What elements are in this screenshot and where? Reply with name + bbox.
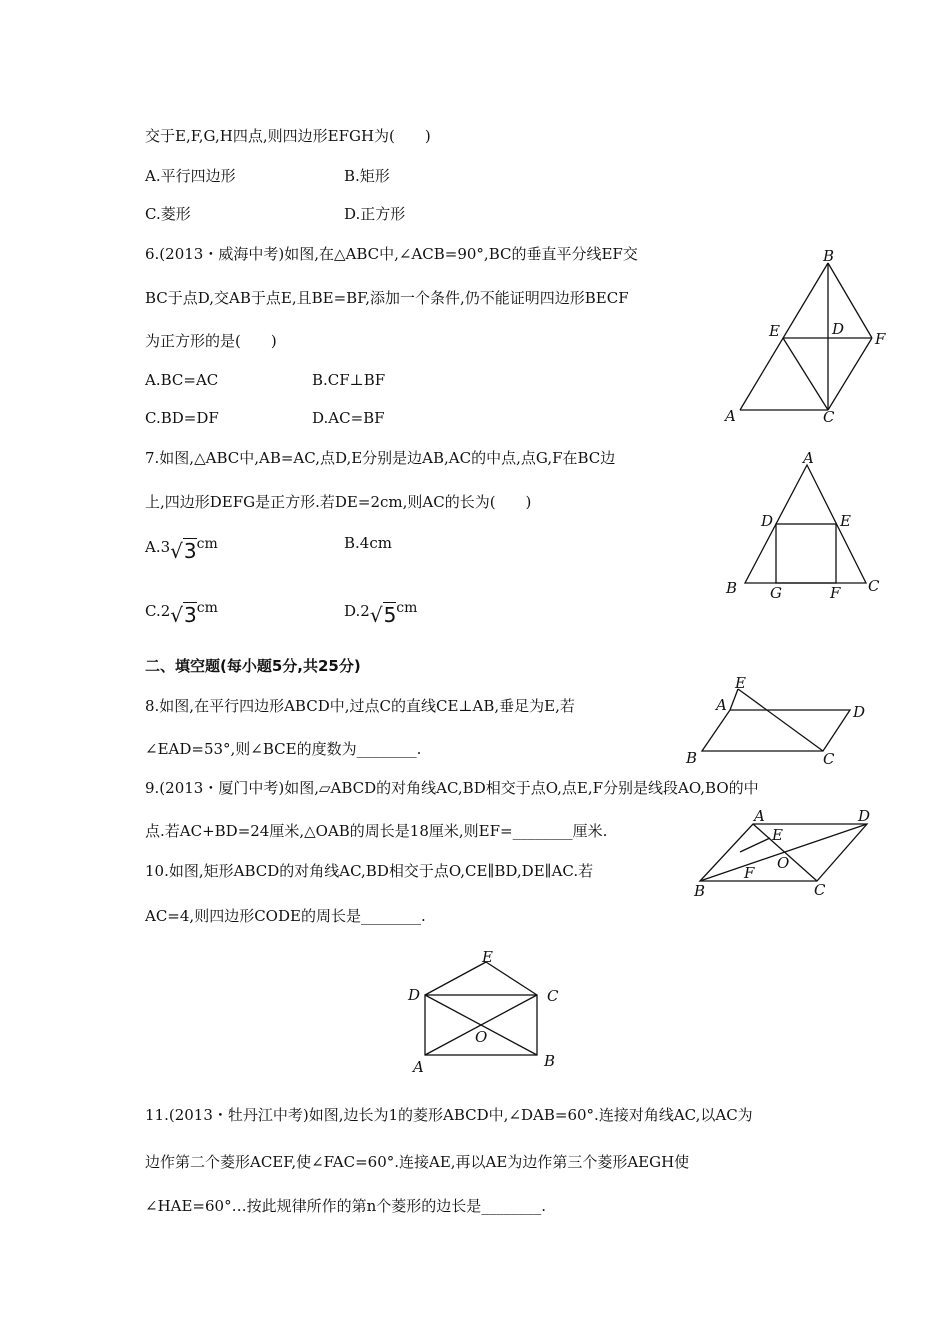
option-prefix: A.3 — [145, 538, 171, 556]
label-e: E — [840, 512, 851, 530]
q6-figure — [720, 245, 900, 430]
label-c: C — [823, 750, 835, 768]
label-a: A — [716, 696, 727, 714]
label-b: B — [823, 247, 835, 265]
q6-line-2: BC于点D,交AB于点E,且BE=BF,添加一个条件,仍不能证明四边形BECF — [145, 289, 629, 307]
q6-option-a: A.BC=AC — [145, 371, 219, 389]
option-prefix: C.2 — [145, 602, 171, 620]
q9-line-1: 9.(2013・厦门中考)如图,▱ABCD的对角线AC,BD相交于点O,点E,F分别是线段AO,BO的中 — [145, 779, 759, 797]
unit: cm — [196, 536, 218, 552]
q5-option-b: B.矩形 — [344, 167, 390, 185]
label-b: B — [726, 579, 738, 597]
q6-option-d: D.AC=BF — [312, 409, 385, 427]
label-b: B — [544, 1052, 556, 1070]
label-c: C — [823, 408, 835, 426]
q10-figure — [395, 945, 575, 1075]
option-prefix: D.2 — [344, 602, 370, 620]
label-o: O — [475, 1028, 488, 1046]
label-f: F — [744, 864, 755, 882]
label-d: D — [832, 320, 845, 338]
label-b: B — [686, 749, 698, 767]
radical-sign: √ — [170, 603, 184, 627]
label-e: E — [482, 948, 493, 966]
label-c: C — [814, 881, 826, 899]
q5-option-c: C.菱形 — [145, 205, 191, 223]
q9-figure — [680, 800, 890, 900]
label-f: F — [875, 330, 886, 348]
label-d: D — [858, 807, 871, 825]
q7-figure — [715, 445, 895, 605]
unit: cm — [396, 600, 418, 616]
label-e: E — [769, 322, 780, 340]
radicand: 3 — [183, 539, 197, 563]
q5-line: 交于E,F,G,H四点,则四边形EFGH为( ) — [145, 127, 431, 145]
q6-option-c: C.BD=DF — [145, 409, 219, 427]
radicand: 3 — [184, 603, 197, 627]
q9-line-2: 点.若AC+BD=24厘米,△OAB的周长是18厘米,则EF=________厘米. — [145, 822, 608, 840]
q7-option-c — [145, 597, 218, 627]
label-c: C — [868, 577, 880, 595]
label-a: A — [803, 449, 814, 467]
label-c: C — [547, 987, 559, 1005]
radicand: 5 — [383, 603, 397, 627]
q8-line-2: ∠EAD=53°,则∠BCE的度数为________. — [145, 740, 422, 758]
q10-line-2: AC=4,则四边形CODE的周长是________. — [145, 907, 426, 925]
label-f: F — [830, 584, 841, 602]
q11-line-3: ∠HAE=60°…按此规律所作的第n个菱形的边长是________. — [145, 1197, 547, 1215]
q7-line-1: 7.如图,△ABC中,AB=AC,点D,E分别是边AB,AC的中点,点G,F在BC边 — [145, 449, 616, 467]
label-o: O — [777, 854, 790, 872]
q7-option-d — [344, 597, 418, 627]
q8-figure — [680, 672, 880, 772]
q7-option-a — [145, 533, 218, 563]
label-a: A — [413, 1058, 424, 1076]
label-e: E — [735, 674, 746, 692]
q11-line-1: 11.(2013・牡丹江中考)如图,边长为1的菱形ABCD中,∠DAB=60°.连接对角线AC,以AC为 — [145, 1106, 753, 1124]
q6-line-3: 为正方形的是( ) — [145, 332, 277, 350]
q10-line-1: 10.如图,矩形ABCD的对角线AC,BD相交于点O,CE∥BD,DE∥AC.若 — [145, 862, 594, 880]
label-d: D — [408, 986, 421, 1004]
q5-option-d: D.正方形 — [344, 205, 406, 223]
q5-option-a: A.平行四边形 — [145, 167, 236, 185]
label-b: B — [694, 882, 706, 900]
q7-option-b: B.4cm — [344, 534, 392, 552]
q6-line-1: 6.(2013・威海中考)如图,在△ABC中,∠ACB=90°,BC的垂直平分线EF交 — [145, 245, 638, 263]
label-d: D — [761, 512, 774, 530]
label-a: A — [725, 407, 736, 425]
unit: cm — [196, 600, 218, 616]
label-a: A — [754, 807, 765, 825]
q8-line-1: 8.如图,在平行四边形ABCD中,过点C的直线CE⊥AB,垂足为E,若 — [145, 697, 575, 715]
radical-sign: √ — [369, 603, 383, 627]
radical-sign: √ — [170, 539, 183, 563]
label-d: D — [853, 703, 866, 721]
label-e: E — [772, 826, 783, 844]
q6-option-b: B.CF⊥BF — [312, 371, 386, 389]
section-2-heading: 二、填空题(每小题5分,共25分) — [145, 657, 361, 675]
q11-line-2: 边作第二个菱形ACEF,使∠FAC=60°.连接AE,再以AE为边作第三个菱形AEGH使 — [145, 1153, 690, 1171]
q7-line-2: 上,四边形DEFG是正方形.若DE=2cm,则AC的长为( ) — [145, 493, 532, 511]
label-g: G — [770, 584, 782, 602]
